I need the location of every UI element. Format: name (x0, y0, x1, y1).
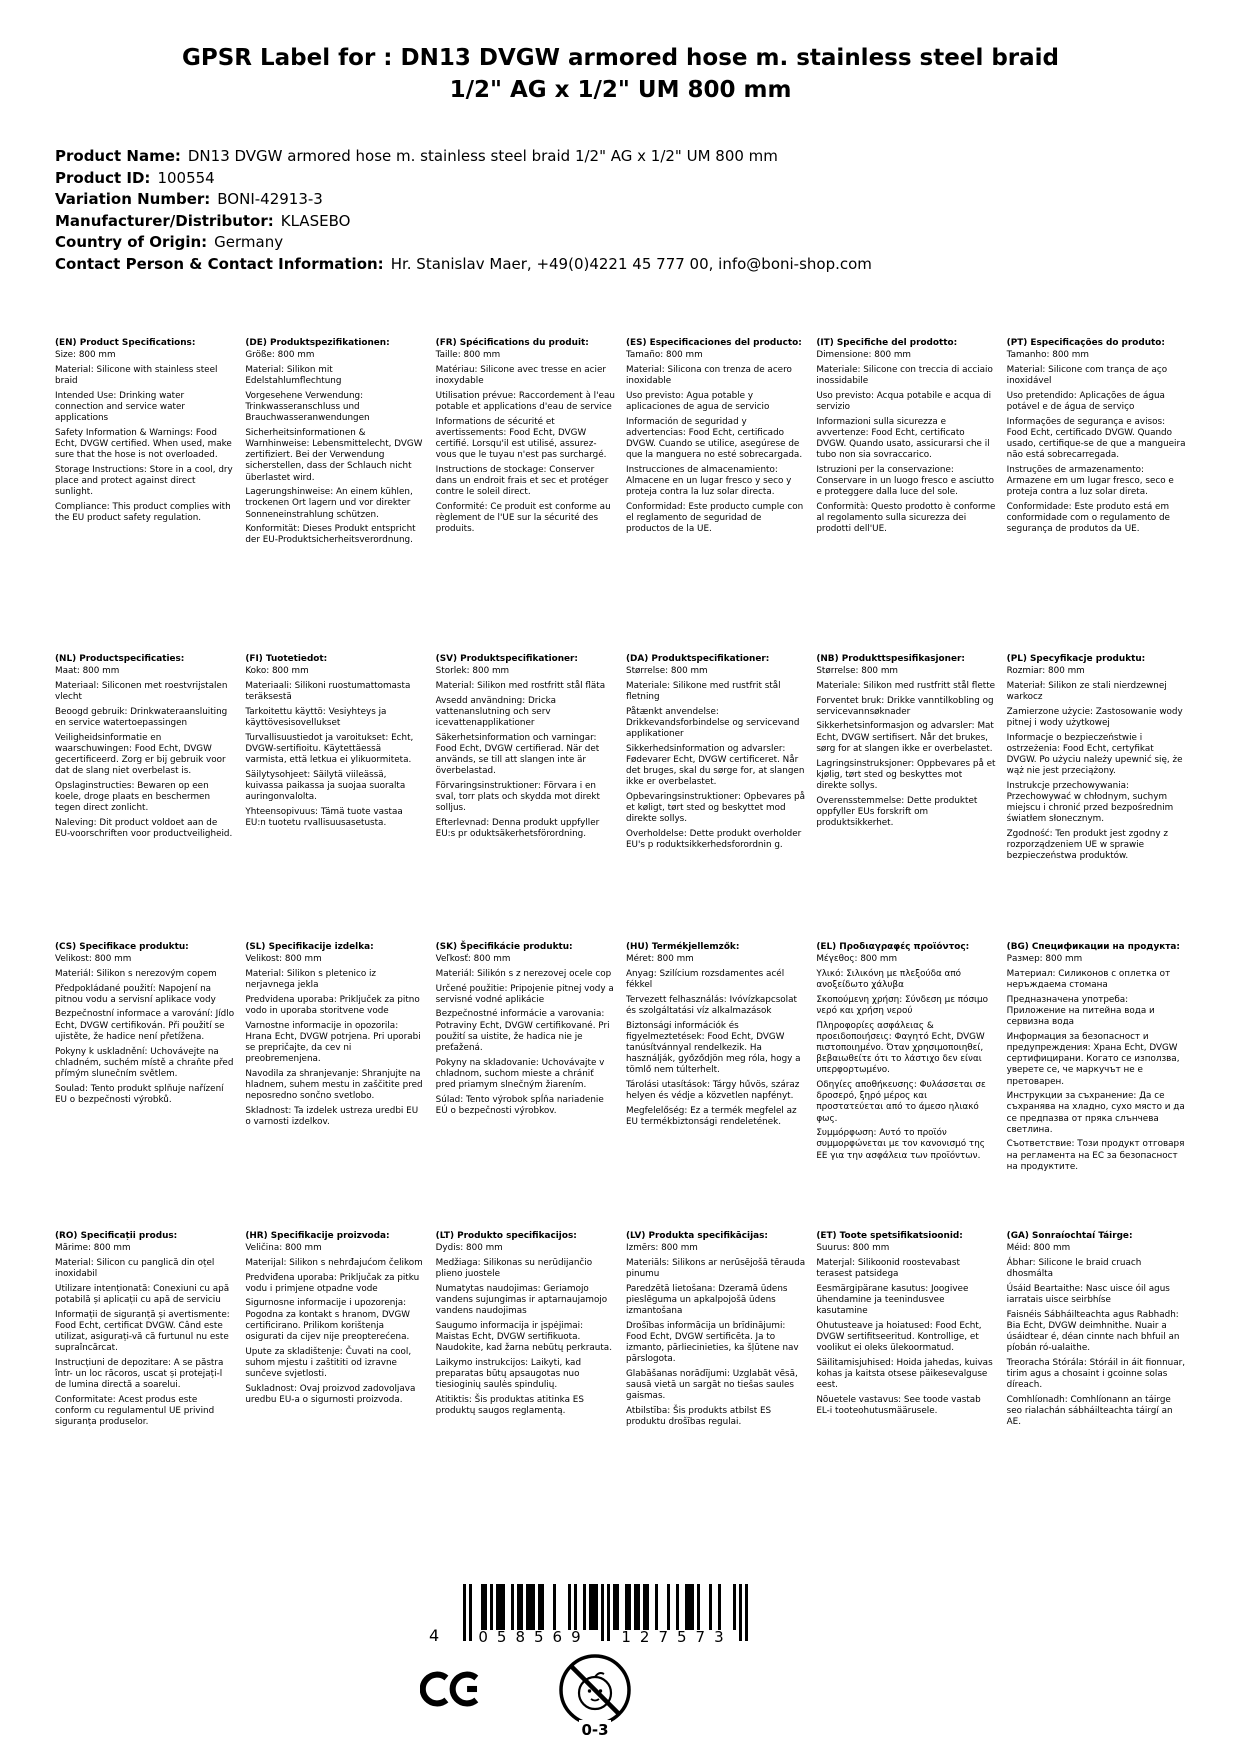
spec-paragraph: Материал: Силиконов с оплетка от неръждаема стомана (1006, 968, 1171, 991)
spec-paragraph: Sikkerhedsinformation og advarsler: Fødevarer Echt, DVGW certificeret. Når det bruges, skal du sørge for, at slangen ikke er overbelastet. (625, 743, 805, 788)
spec-paragraph: Instruções de armazenamento: Armazene em um lugar fresco, seco e proteja contra a luz solar direta. (1006, 464, 1174, 498)
contact-row (55, 254, 872, 276)
spec-block-cs (55, 942, 234, 1231)
spec-paragraph: Dimensione: 800 mm (816, 350, 911, 361)
spec-block-header: (CS) Specifikace produktu: (55, 942, 189, 952)
spec-paragraph: Lagerungshinweise: An einem kühlen, trockenen Ort lagern und vor direkter Sonneneinstrahlung schützen. (245, 487, 413, 520)
product-id-value: 100554 (157, 168, 215, 187)
spec-paragraph: Izmērs: 800 mm (625, 1243, 698, 1254)
spec-paragraph: Atbilstība: Šis produkts atbilst ES produktu drošības regulai. (625, 1406, 772, 1428)
spec-block-header: (DE) Produktspezifikationen: (245, 338, 390, 348)
spec-paragraph: Matériau: Silicone avec tresse en acier inoxydable (435, 364, 606, 387)
country-of-origin-value: Germany (214, 233, 284, 252)
spec-paragraph: Paredzētā lietošana: Dzeramā ūdens pieslēguma un apkalpojošā ūdens izmantošana (625, 1283, 788, 1317)
spec-paragraph: Sigurnosne informacije i upozorenja: Pogodna za kontakt s hranom, DVGW certificirano. Prilikom korištenja osigurati da cijev nije preopterećena. (245, 1298, 410, 1342)
spec-block-header: (FI) Tuotetiedot: (245, 654, 328, 664)
spec-paragraph: Säilytysohjeet: Säilytä viileässä, kuivassa paikassa ja suojaa suoralta auringonvalolta. (245, 769, 406, 803)
spec-paragraph: Nõuetele vastavus: See toode vastab EL-i tooteohutusmäärusele. (816, 1394, 981, 1417)
spec-block-da (626, 654, 805, 942)
spec-paragraph: Materiał: Silikon ze stali nierdzewnej warkocz (1006, 680, 1167, 703)
spec-paragraph: Informações de segurança e avisos: Food Echt, certificado DVGW. Quando usado, certifique-se de que a mangueira não está sobrecarregada. (1006, 416, 1186, 461)
spec-paragraph: Materiale: Silikon med rustfritt stål flette (816, 680, 996, 691)
spec-paragraph: Treoracha Stórála: Stóráil in áit fionnuar, tirim agus a chosaint i gcoinne solas díreach. (1006, 1357, 1186, 1391)
spec-block-header: (ES) Especificaciones del producto: (625, 338, 802, 348)
spec-paragraph: Predvidena uporaba: Priključek za pitno vodo in uporaba storitvene vode (245, 994, 420, 1016)
spec-paragraph: Materiál: Silikón s z nerezovej ocele cop (435, 968, 612, 979)
spec-paragraph: Méret: 800 mm (625, 954, 694, 965)
spec-paragraph: Storage Instructions: Store in a cool, dry place and protect against direct sunlight. (55, 464, 233, 498)
spec-paragraph: Materiaal: Siliconen met roestvrijstalen vlecht (55, 680, 228, 703)
spec-paragraph: Conformitate: Acest produs este conform cu regulamentul UE privind siguranța produselor. (55, 1394, 215, 1428)
spec-paragraph: Compliance: This product complies with the EU product safety regulation. (55, 501, 231, 524)
spec-paragraph: Material: Silicone com trança de aço inoxidável (1006, 364, 1168, 387)
spec-paragraph: Förvaringsinstruktioner: Förvara i en sval, torr plats och skydda mot direkt solljus. (435, 780, 600, 814)
spec-paragraph: Dydis: 800 mm (435, 1243, 503, 1254)
spec-paragraph: Veiligheidsinformatie en waarschuwingen: Food Echt, DVGW gecertificeerd. Zorg er bij gebruik voor dat de slang niet overbelast is. (55, 732, 226, 777)
spec-paragraph: Beoogd gebruik: Drinkwateraansluiting en service watertoepassingen (55, 706, 228, 728)
spec-paragraph: Размер: 800 mm (1006, 954, 1083, 965)
spec-paragraph: Forventet bruk: Drikke vanntilkobling og servicevannsøknader (816, 695, 994, 717)
spec-block-el (816, 942, 995, 1231)
spec-paragraph: Tamaño: 800 mm (625, 350, 703, 361)
spec-paragraph: Lagringsinstruksjoner: Oppbevares på et kjølig, tørt sted og beskyttes mot direkte sollys. (816, 758, 996, 791)
spec-paragraph: Zamierzone użycie: Zastosowanie wody pitnej i wody użytkowej (1006, 706, 1183, 728)
spec-paragraph: Tárolási utasítások: Tárgy hűvös, száraz helyen és védje a közvetlen napfényt. (625, 1080, 800, 1102)
spec-paragraph: Material: Silikon mit Edelstahlumflechtung (245, 364, 342, 387)
spec-paragraph: Vorgesehene Verwendung: Trinkwasseranschluss und Brauchwasseranwendungen (245, 390, 370, 424)
spec-block-hu (626, 942, 805, 1231)
spec-paragraph: Informacje o bezpieczeństwie i ostrzeżenia: Food Echt, certyfikat DVGW. Po użyciu należy upewnić się, że wąż nie jest przeciążony. (1006, 732, 1183, 777)
spec-paragraph: Material: Silikon s pletenico iz nerjavnega jekla (245, 968, 377, 991)
spec-block-header: (EN) Product Specifications: (55, 338, 196, 348)
barcode-group1: 058569 (478, 1628, 590, 1646)
spec-paragraph: Uso pretendido: Aplicações de água potável e de água de serviço (1006, 390, 1165, 412)
spec-paragraph: Úsáid Beartaithe: Nasc uisce óil agus iarratais uisce seirbhíse (1006, 1283, 1170, 1305)
spec-paragraph: Materiale: Silikone med rustfrit stål fletning (625, 680, 781, 703)
barcode-lead-digit: 4 (429, 1626, 440, 1645)
spec-block-lt (436, 1231, 615, 1428)
spec-block-header: (ET) Toote spetsifikatsioonid: (816, 1231, 963, 1241)
spec-paragraph: Size: 800 mm (55, 350, 116, 361)
spec-block-es (626, 338, 805, 654)
spec-paragraph: Soulad: Tento produkt splňuje nařízení EU o bezpečnosti výrobků. (55, 1083, 224, 1105)
spec-paragraph: Uso previsto: Agua potable y aplicaciones de agua de servicio (625, 390, 770, 412)
spec-paragraph: Materjal: Silikoonid roostevabast terasest patsidega (816, 1257, 960, 1280)
spec-paragraph: Informations de sécurité et avertissements: Food Echt, DVGW certifié. Lorsqu'il est utilisé, assurez-vous que le tuyau n'est pas surchargé. (435, 416, 607, 461)
spec-paragraph: Předpokládané použití: Napojení na pitnou vodu a servisní aplikace vody (55, 983, 216, 1005)
spec-block-fr (436, 338, 615, 654)
spec-paragraph: Σκοπούμενη χρήση: Σύνδεση με πόσιμο νερό και χρήση νερού (816, 994, 989, 1016)
manufacturer-value: KLASEBO (280, 211, 351, 230)
spec-paragraph: Conformidade: Este produto está em conformidade com o regulamento de segurança de produtos da UE. (1006, 501, 1170, 535)
spec-paragraph: Οδηγίες αποθήκευσης: Φυλάσσεται σε δροσερό, ξηρό μέρος και προστατεύεται από το άμεσο ηλιακό φως. (816, 1080, 986, 1124)
spec-block-en (55, 338, 234, 654)
spec-paragraph: Comhlíonadh: Comhlíonann an táirge seo rialachán sábháilteachta táirgí an AE. (1006, 1394, 1173, 1428)
spec-block-ga (1007, 1231, 1186, 1428)
spec-paragraph: Veličina: 800 mm (245, 1243, 322, 1254)
spec-paragraph: Instructions de stockage: Conserver dans un endroit frais et sec et protéger contre le soleil direct. (435, 464, 609, 498)
spec-block-header: (BG) Спецификации на продукта: (1006, 942, 1180, 952)
spec-paragraph: Laikymo instrukcijos: Laikyti, kad preparatas būtų apsaugotas nuo tiesioginių saulės spindulių. (435, 1357, 582, 1391)
spec-paragraph: Predviđena uporaba: Priključak za pitku vodu i primjene otpadne vode (245, 1272, 420, 1294)
spec-block-bg (1007, 942, 1186, 1231)
spec-paragraph: Biztonsági információk és figyelmeztetések: Food Echt, DVGW tanúsítvánnyal rendelkezik. Ha használják, győződjön meg róla, hogy a tömlő nem túlterhelt. (625, 1020, 801, 1076)
spec-paragraph: Varnostne informacije in opozorila: Hrana Echt, DVGW potrjena. Pri uporabi se prepričajte, da cev ni preobremenjena. (245, 1020, 421, 1065)
spec-paragraph: Materijal: Silikon s nehrđajućom čelikom (245, 1257, 423, 1268)
spec-paragraph: Größe: 800 mm (245, 350, 315, 361)
spec-paragraph: Upute za skladištenje: Čuvati na cool, suhom mjestu i zaštititi od izravne sunčeve svjetlosti. (245, 1346, 412, 1380)
spec-paragraph: Material: Silicon cu panglică din oțel inoxidabil (55, 1257, 215, 1280)
spec-paragraph: Overensstemmelse: Dette produktet oppfyller EUs forskrift om produktsikkerhet. (816, 795, 978, 828)
spec-paragraph: Storlek: 800 mm (435, 666, 510, 677)
variation-number-label: Variation Number: (55, 190, 211, 209)
product-name-value: DN13 DVGW armored hose m. stainless steel braid 1/2" AG x 1/2" UM 800 mm (187, 147, 778, 165)
spec-block-header: (HU) Termékjellemzők: (625, 942, 740, 952)
spec-paragraph: Utilisation prévue: Raccordement à l'eau potable et applications d'eau de service (435, 390, 615, 412)
ce-mark-icon (420, 1668, 482, 1714)
spec-block-sk (436, 942, 615, 1231)
spec-paragraph: Conformité: Ce produit est conforme au règlement de l'UE sur la sécurité des produits. (435, 501, 611, 535)
spec-paragraph: Materiāls: Silikons ar nerūsējošā tērauda pinumu (625, 1257, 806, 1280)
spec-paragraph: Ábhar: Silicone le braid cruach dhosmálta (1006, 1257, 1142, 1280)
spec-paragraph: Safety Information & Warnings: Food Echt, DVGW certified. When used, make sure that the hose is not overloaded. (55, 427, 232, 461)
spec-paragraph: Información de seguridad y advertencias: Food Echt, certificado DVGW. Cuando se utilice, asegúrese de que la manguera no esté sobrecargada. (625, 416, 803, 461)
spec-paragraph: Bezpečnostné informácie a varovania: Potraviny Echt, DVGW certifikované. Pri použití sa uistite, že hadica nie je preťažená. (435, 1009, 610, 1053)
spec-paragraph: Pokyny k uskladnění: Uchovávejte na chladném, suchém místě a chraňte před přímým slunečním světlem. (55, 1046, 234, 1079)
spec-block-header: (HR) Specifikacije proizvoda: (245, 1231, 390, 1241)
spec-paragraph: Zgodność: Ten produkt jest zgodny z rozporządzeniem UE w sprawie bezpieczeństwa produktów. (1006, 829, 1168, 862)
spec-paragraph: Sukladnost: Ovaj proizvod zadovoljava uredbu EU-a o sigurnosti proizvoda. (245, 1383, 416, 1405)
spec-block-header: (PL) Specyfikacje produktu: (1006, 654, 1146, 664)
spec-paragraph: Turvallisuustiedot ja varoitukset: Echt, DVGW-sertifioitu. Käytettäessä varmista, että letkua ei ylikuormiteta. (245, 732, 414, 765)
contact-value: Hr. Stanislav Maer, +49(0)4221 45 777 00, info@boni-shop.com (390, 254, 872, 273)
spec-paragraph: Faisnéis Sábháilteachta agus Rabhadh: Bia Echt, DVGW deimhnithe. Nuair a úsáidtear é, déan cinnte nach bhfuil an píobán ró-ualaithe. (1006, 1309, 1180, 1354)
spec-paragraph: Informazioni sulla sicurezza e avvertenze: Food Echt, certificato DVGW. Quando usato, assicurarsi che il tubo non sia sovraccarico. (816, 416, 990, 461)
spec-block-header: (NB) Produkttspesifikasjoner: (816, 654, 965, 664)
page-title-line2: 1/2" AG x 1/2" UM 800 mm (449, 77, 792, 104)
spec-block-header: (FR) Spécifications du produit: (435, 338, 589, 348)
spec-block-header: (LV) Produkta specifikācijas: (625, 1231, 768, 1241)
spec-paragraph: Sikkerhetsinformasjon og advarsler: Mat Echt, DVGW sertifisert. Når det brukes, sørg for at slangen ikke er overbelastet. (816, 721, 994, 754)
spec-block-sl (245, 942, 424, 1231)
spec-paragraph: Bezpečnostní informace a varování: Jídlo Echt, DVGW certifikován. Při použití se ujistěte, že hadice není přetížena. (55, 1009, 235, 1042)
spec-block-header: (SK) Špecifikácie produktu: (435, 942, 573, 952)
spec-block-nl (55, 654, 234, 942)
product-name-row (55, 146, 872, 168)
spec-paragraph: Materiale: Silicone con treccia di acciaio inossidabile (816, 364, 993, 387)
spec-paragraph: Πληροφορίες ασφάλειας & προειδοποιήσεις: Φαγητό Echt, DVGW πιστοποιημένο. Όταν χρησιμοποιηθεί, βεβαιωθείτε ότι το λάστιχο δεν είναι υπερφορτωμένο. (816, 1020, 985, 1076)
spec-block-lv (626, 1231, 805, 1428)
country-of-origin-label: Country of Origin: (55, 233, 208, 252)
spec-paragraph: Material: Silicone with stainless steel braid (55, 364, 218, 387)
manufacturer-label: Manufacturer/Distributor: (55, 211, 274, 230)
contact-label: Contact Person & Contact Information: (55, 254, 384, 273)
spec-paragraph: Størrelse: 800 mm (816, 666, 898, 677)
manufacturer-row (55, 211, 872, 233)
spec-paragraph: Súlad: Tento výrobok spĺňa nariadenie EÚ o bezpečnosti výrobkov. (435, 1094, 604, 1116)
spec-paragraph: Maat: 800 mm (55, 666, 120, 677)
spec-paragraph: Saugumo informacija ir įspėjimai: Maistas Echt, DVGW sertifikuota. Naudokite, kad žarna nebūtų perkrauta. (435, 1320, 612, 1354)
spec-paragraph: Rozmiar: 800 mm (1006, 666, 1085, 677)
spec-block-header: (LT) Produkto specifikacijos: (435, 1231, 577, 1241)
spec-block-fi (245, 654, 424, 942)
age-warning-label: 0-3 (581, 1721, 609, 1739)
spec-paragraph: Skladnost: Ta izdelek ustreza uredbi EU o varnosti izdelkov. (245, 1105, 419, 1128)
spec-paragraph: Atitiktis: Šis produktas atitinka ES produktų saugos reglamentą. (435, 1394, 584, 1417)
spec-paragraph: Určené použitie: Pripojenie pitnej vody a servisné vodné aplikácie (435, 983, 614, 1005)
spec-paragraph: Méid: 800 mm (1006, 1243, 1071, 1254)
spec-paragraph: Συμμόρφωση: Αυτό το προϊόν συμμορφώνεται με τον κανονισμό της ΕΕ για την ασφάλεια των προϊόντων. (816, 1128, 985, 1161)
spec-paragraph: Material: Silikon med rostfritt stål fläta (435, 680, 606, 691)
spec-paragraph: Material: Silicona con trenza de acero inoxidable (625, 364, 792, 387)
spec-paragraph: Anyag: Szilícium rozsdamentes acél fékkel (625, 968, 785, 991)
spec-block-header: (SL) Specifikacije izdelka: (245, 942, 374, 952)
spec-paragraph: Materiaali: Silikoni ruostumattomasta teräksestä (245, 680, 411, 703)
barcode-group2: 127573 (621, 1628, 733, 1646)
spec-paragraph: Intended Use: Drinking water connection and service water applications (55, 390, 185, 424)
spec-paragraph: Materiál: Silikon s nerezovým copem (55, 968, 217, 979)
spec-block-hr (245, 1231, 424, 1428)
spec-block-et (816, 1231, 995, 1428)
spec-paragraph: Μέγεθος: 800 mm (816, 954, 898, 965)
spec-paragraph: Påtænkt anvendelse: Drikkevandsforbindelse og servicevand applikationer (625, 706, 800, 740)
spec-block-header: (EL) Προδιαγραφές προϊόντος: (816, 942, 970, 952)
spec-paragraph: Uso previsto: Acqua potabile e acqua di servizio (816, 390, 992, 412)
spec-paragraph: Glabāšanas norādījumi: Uzglabāt vēsā, sausā vietā un sargāt no tiešas saules gaismas. (625, 1369, 798, 1402)
spec-block-header: (SV) Produktspecifikationer: (435, 654, 578, 664)
spec-block-pl (1007, 654, 1186, 942)
spec-block-header: (GA) Sonraíochtaí Táirge: (1006, 1231, 1133, 1241)
spec-paragraph: Konformität: Dieses Produkt entspricht der EU-Produktsicherheitsverordnung. (245, 524, 416, 546)
spec-paragraph: Säkerhetsinformation och varningar: Food Echt, DVGW certifierad. När det används, se till att slangen inte är överbelastad. (435, 732, 600, 777)
spec-paragraph: Taille: 800 mm (435, 350, 501, 361)
product-id-row (55, 168, 872, 190)
spec-paragraph: Информация за безопасност и предупреждения: Храна Echt, DVGW сертифицирани. Когато се използва, уверете се, че маркучът не е претоварен. (1006, 1031, 1180, 1087)
spec-paragraph: Megfelelőség: Ez a termék megfelel az EU termékbiztonsági rendeletének. (625, 1105, 797, 1128)
spec-paragraph: Overholdelse: Dette produkt overholder EU's p roduktsikkerhedsforordnin g. (625, 829, 802, 851)
spec-paragraph: Tervezett felhasználás: Ivóvízkapcsolat és szolgáltatási víz alkalmazások (625, 994, 797, 1016)
spec-block-header: (IT) Specifiche del prodotto: (816, 338, 958, 348)
spec-paragraph: Drošības informācija un brīdinājumi: Food Echt, DVGW sertificēta. Ja to izmanto, pārliecinieties, ka šļūtene nav pārslogota. (625, 1320, 799, 1365)
spec-block-nb (816, 654, 995, 942)
spec-paragraph: Yhteensopivuus: Tämä tuote vastaa EU:n tuotetu rvallisuusasetusta. (245, 806, 403, 828)
spec-paragraph: Velikost: 800 mm (245, 954, 322, 965)
spec-paragraph: Velikost: 800 mm (55, 954, 132, 965)
spec-block-de (245, 338, 424, 654)
spec-block-sv (436, 654, 615, 942)
spec-paragraph: Veľkosť: 800 mm (435, 954, 511, 965)
product-id-label: Product ID: (55, 168, 151, 187)
country-of-origin-row (55, 232, 872, 254)
spec-paragraph: Säilitamisjuhised: Hoida jahedas, kuivas kohas ja kaitsta otsese päikesevalguse eest. (816, 1357, 993, 1391)
spec-block-pt (1007, 338, 1186, 654)
product-info (55, 146, 872, 276)
spec-paragraph: Conformità: Questo prodotto è conforme al regolamento sulla sicurezza dei prodotti dell'UE. (816, 501, 996, 535)
spec-block-header: (DA) Produktspecifikationer: (625, 654, 770, 664)
spec-paragraph: Предназначена употреба: Приложение на питейна вода и сервизна вода (1006, 994, 1155, 1028)
spec-paragraph: Medžiaga: Silikonas su nerūdijančio plieno juostele (435, 1257, 593, 1280)
page-title (0, 42, 1241, 106)
spec-paragraph: Ohutusteave ja hoiatused: Food Echt, DVGW sertifitseeritud. Kontrollige, et voolikut ei oleks ülekoormatud. (816, 1320, 982, 1354)
spec-paragraph: Navodila za shranjevanje: Shranjujte na hladnem, suhem mestu in zaščitite pred neposredno sončno svetlobo. (245, 1068, 423, 1102)
spec-paragraph: Tarkoitettu käyttö: Vesiyhteys ja käyttövesisovellukset (245, 706, 387, 728)
page-title-line1: GPSR Label for : DN13 DVGW armored hose m. stainless steel braid (181, 45, 1060, 71)
spec-block-header: (PT) Especificações do produto: (1006, 338, 1165, 348)
spec-block-it (816, 338, 995, 654)
spec-paragraph: Eesmärgipärane kasutus: Joogivee ühendamine ja teenindusvee kasutamine (816, 1283, 969, 1317)
product-name-label: Product Name: (55, 147, 181, 165)
spec-paragraph: Съответствие: Този продукт отговаря на регламента на ЕС за безопасност на продуктите. (1006, 1139, 1185, 1172)
barcode-module (745, 1584, 748, 1641)
variation-number-row (55, 189, 872, 211)
spec-paragraph: Naleving: Dit product voldoet aan de EU-voorschriften voor productveiligheid. (55, 817, 233, 840)
spec-paragraph: Pokyny na skladovanie: Uchovávajte v chladnom, suchom mieste a chrániť pred priamym slnečným žiarením. (435, 1057, 605, 1091)
spec-paragraph: Koko: 800 mm (245, 666, 309, 677)
spec-paragraph: Sicherheitsinformationen & Warnhinweise: Lebensmittelecht, DVGW zertifiziert. Bei der Verwendung sicherstellen, dass der Schlauch nicht überlastet wird. (245, 427, 423, 483)
spec-paragraph: Mărime: 800 mm (55, 1243, 131, 1254)
spec-paragraph: Инструкции за съхранение: Да се съхранява на хладно, сухо място и да се предпазва от пряка слънчева светлина. (1006, 1091, 1185, 1135)
spec-paragraph: Avsedd användning: Dricka vattenanslutning och serv icevattenapplikationer (435, 695, 556, 728)
spec-paragraph: Informații de siguranță și avertismente: Food Echt, certificat DVGW. Când este utilizat, asigurați-vă că furtunul nu este supraîncărcat. (55, 1309, 230, 1354)
spec-paragraph: Efterlevnad: Denna produkt uppfyller EU:s pr oduktsäkerhetsförordning. (435, 817, 600, 840)
spec-paragraph: Conformidad: Este producto cumple con el reglamento de seguridad de productos de la UE. (625, 501, 804, 535)
spec-paragraph: Opslaginstructies: Bewaren op een koele, droge plaats en beschermen tegen direct zonlicht. (55, 780, 211, 814)
spec-paragraph: Suurus: 800 mm (816, 1243, 890, 1254)
ean-barcode (429, 1584, 748, 1656)
spec-block-header: (RO) Specificații produs: (55, 1231, 178, 1241)
variation-number-value: BONI-42913-3 (217, 190, 323, 209)
spec-paragraph: Størrelse: 800 mm (625, 666, 708, 677)
spec-paragraph: Istruzioni per la conservazione: Conservare in un luogo fresco e asciutto e proteggere dalla luce del sole. (816, 464, 995, 498)
spec-paragraph: Numatytas naudojimas: Geriamojo vandens sujungimas ir aptarnaujamojo vandens naudojimas (435, 1283, 608, 1317)
spec-paragraph: Utilizare intenționată: Conexiuni cu apă potabilă și aplicații cu apă de serviciu (55, 1283, 230, 1305)
age-warning-0-3-icon (552, 1650, 638, 1744)
spec-block-header: (NL) Productspecificaties: (55, 654, 185, 664)
spec-paragraph: Instrucțiuni de depozitare: A se păstra într- un loc răcoros, uscat și protejați-l de lumina directă a soarelui. (55, 1357, 224, 1391)
spec-paragraph: Opbevaringsinstruktioner: Opbevares på et køligt, tørt sted og beskyttet mod direkte sollys. (625, 792, 806, 825)
language-spec-grid (55, 338, 1186, 1428)
spec-paragraph: Instrucciones de almacenamiento: Almacene en un lugar fresco y seco y proteja contra la luz solar directa. (625, 464, 792, 498)
spec-paragraph: Tamanho: 800 mm (1006, 350, 1089, 361)
spec-paragraph: Instrukcje przechowywania: Przechowywać w chłodnym, suchym miejscu i chronić przed bezpośrednim światłem słonecznym. (1006, 780, 1174, 825)
spec-paragraph: Υλικό: Σιλικόνη με πλεξούδα από ανοξείδωτο χάλυβα (816, 968, 962, 991)
spec-block-ro (55, 1231, 234, 1428)
